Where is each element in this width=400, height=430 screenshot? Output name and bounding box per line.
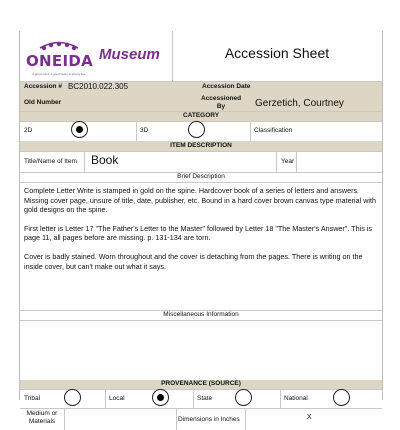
- state-label: State: [197, 395, 213, 402]
- option-3d-radio[interactable]: [188, 121, 205, 138]
- old-number-label: Old Number: [24, 99, 62, 106]
- page-title: Accession Sheet: [224, 45, 330, 61]
- year-label: Year: [281, 158, 295, 165]
- dimensions-x: X: [307, 414, 312, 421]
- accession-number-value[interactable]: BC2010.022.305: [68, 82, 129, 91]
- brief-description-text[interactable]: [24, 186, 378, 271]
- description-paragraph: First letter is Letter 17 "The Father's Letter to the Master" followed by Letter 18 "The Master's Answer". This is page 11, all pages before are missing. p. 131-134 are torn.: [24, 223, 372, 243]
- item-title-value[interactable]: Book: [91, 153, 119, 167]
- category-heading: CATEGORY: [182, 112, 220, 119]
- national-radio[interactable]: [333, 389, 350, 406]
- item-description-heading: ITEM DESCRIPTION: [170, 142, 232, 149]
- logo-tagline: A good mind. A good heart. A strong fire.: [32, 72, 86, 76]
- option-2d-label: 2D: [24, 127, 33, 134]
- option-3d-label: 3D: [140, 127, 149, 134]
- medium-materials-field[interactable]: [65, 409, 175, 429]
- dimensions-label: Dimensions in Inches: [178, 416, 240, 423]
- logo-text: ONEIDA: [26, 52, 93, 70]
- option-2d-radio[interactable]: [71, 121, 88, 138]
- title-name-label: Title/Name of Item: [24, 158, 77, 165]
- brief-description-label: Brief Description: [177, 173, 225, 180]
- accessioned-by-label: Accessioned By: [201, 95, 242, 110]
- description-paragraph: Cover is badly stained. Worn throughout and the cover is detaching from the pages. There is writing on the inside cover, but can't make out what it says.: [24, 251, 363, 271]
- oneida-logo: [26, 39, 92, 81]
- misc-info-label: Miscellaneous Information: [163, 311, 239, 318]
- provenance-heading: PROVENANCE (SOURCE): [161, 380, 241, 387]
- accession-sheet: [19, 31, 383, 425]
- tribal-radio[interactable]: [64, 389, 81, 406]
- local-label: Local: [109, 395, 125, 402]
- medium-materials-label: Medium or Materials: [26, 410, 58, 425]
- local-radio[interactable]: [152, 389, 169, 406]
- national-label: National: [284, 395, 308, 402]
- museum-label: Museum: [99, 46, 160, 63]
- classification-label: Classification: [254, 127, 293, 134]
- tribal-label: Tribal: [24, 395, 41, 402]
- misc-info-field[interactable]: [20, 321, 382, 380]
- accessioned-by-value[interactable]: Gerzetich, Courtney: [255, 98, 344, 109]
- accession-number-label: Accession #: [24, 83, 62, 90]
- logo-emblem-icon: [36, 39, 82, 53]
- state-radio[interactable]: [235, 389, 252, 406]
- accession-date-label: Accession Date: [202, 83, 251, 90]
- description-paragraph: Complete Letter Write is stamped in gold on the spine. Hardcover book of a series of letters and answers. Missing cover page, unsure of title, date, publisher, etc. Bound in a hard cover brown canvas type material with gold designs on the spine.: [24, 186, 376, 215]
